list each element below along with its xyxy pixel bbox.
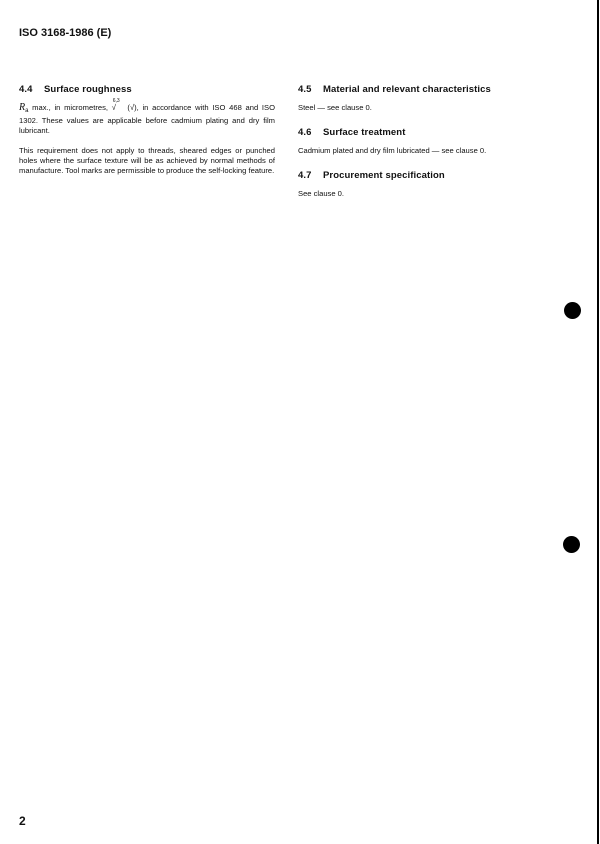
punch-hole (564, 302, 581, 319)
punch-hole (563, 536, 580, 553)
ra-symbol: R (19, 102, 26, 113)
root-symbol: √ (111, 103, 116, 112)
requirement-paragraph: This requirement does not apply to threads, sheared edges or punched holes where the surface texture will be as achieved by normal methods of manufacture. Tool marks are permissible to produce the self-locking feature. (19, 146, 275, 175)
page-edge-line (597, 0, 599, 844)
surface-roughness-paragraph (19, 98, 275, 136)
document-header: ISO 3168-1986 (E) (19, 27, 112, 39)
section-title: Surface roughness (44, 84, 132, 95)
ra-subscript: a (25, 108, 29, 114)
roughness-symbol (111, 98, 124, 113)
section-4-7-heading (298, 170, 568, 181)
section-title: Surface treatment (323, 127, 406, 138)
right-column (298, 84, 568, 213)
text: max., in micrometres, (28, 103, 112, 112)
page-number: 2 (19, 814, 26, 828)
section-4-5-heading (298, 84, 568, 95)
section-number: 4.7 (298, 170, 312, 181)
text: (√), in accordance with ISO 468 and ISO 1302. These values are applicable before cadmium plating and dry film lubricant. (19, 103, 275, 135)
left-column (19, 84, 275, 186)
roughness-value: 6,3 (112, 98, 120, 104)
section-number: 4.6 (298, 127, 312, 138)
section-number: 4.5 (298, 84, 312, 95)
section-title: Material and relevant characteristics (323, 84, 491, 95)
section-4-4-heading (19, 84, 275, 95)
section-number: 4.4 (19, 84, 33, 95)
section-title: Procurement specification (323, 170, 445, 181)
section-4-6-text: Cadmium plated and dry film lubricated — see clause 0. (298, 146, 487, 155)
section-4-7-text: See clause 0. (298, 189, 345, 198)
section-4-6-heading (298, 127, 568, 138)
section-4-5-text: Steel — see clause 0. (298, 103, 372, 112)
